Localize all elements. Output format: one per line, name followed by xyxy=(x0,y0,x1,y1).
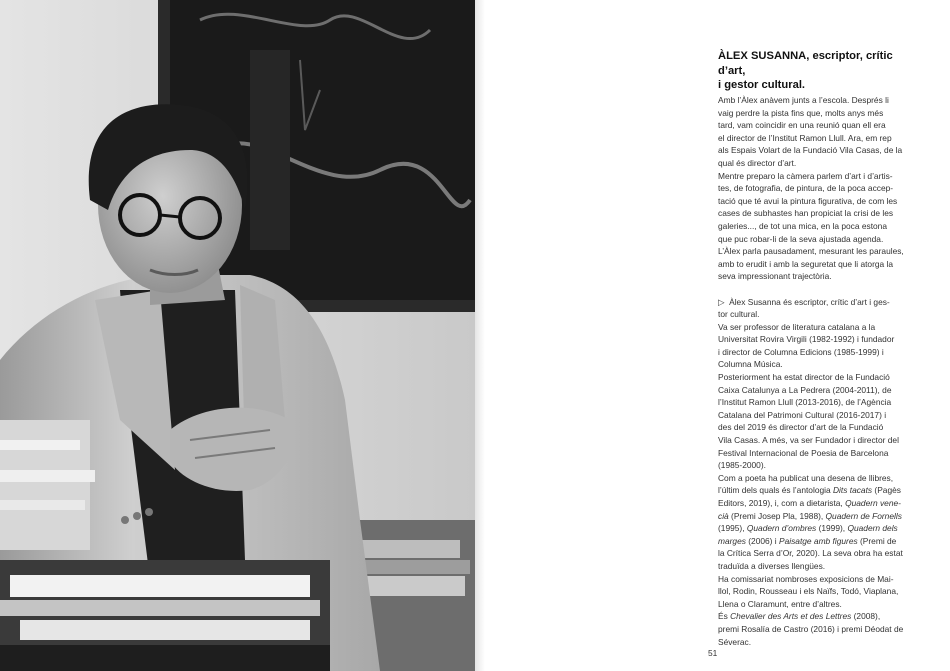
bio-line xyxy=(718,535,918,548)
text-run: (1995), xyxy=(718,523,747,534)
intro-line: Mentre preparo la càmera parlem d’art i d’artis- xyxy=(718,170,893,181)
intro-line: qual és director d’art. xyxy=(718,157,797,168)
text-run: (Pagès xyxy=(872,485,901,496)
page-number: 51 xyxy=(708,648,718,658)
bio-line: Vila Casas. A més, va ser Fundador i director del xyxy=(718,435,899,446)
book-title: Paisatge amb figures xyxy=(779,535,858,546)
book-title: marges xyxy=(718,535,746,546)
book-title: Quadern vene- xyxy=(845,498,901,508)
bio-line xyxy=(718,522,918,535)
bio-line: Festival Internacional de Poesia de Barcelona xyxy=(718,447,889,458)
bio-line xyxy=(718,510,918,523)
right-page xyxy=(475,0,950,671)
text-run: (1999), xyxy=(816,523,848,534)
bio-line: i director de Columna Edicions (1985-1999) i xyxy=(718,346,884,357)
text-run: (Premi Josep Pla, 1988), xyxy=(728,510,826,521)
intro-line: amb to erudit i amb la seguretat que li atorga la xyxy=(718,258,894,269)
article-body xyxy=(718,94,918,648)
intro-line: galeries..., de tot una mica, en la poca estona xyxy=(718,220,888,231)
bio-line: des del 2019 és director d’art de la Fundació xyxy=(718,422,884,433)
intro-line: cases de subhastes han propiciat la crisi de les xyxy=(718,208,894,219)
bio-line xyxy=(718,497,918,510)
intro-line: tes, de fotografia, de pintura, de la poca accep- xyxy=(718,183,894,194)
book-title: Quadern dels xyxy=(847,523,898,534)
bio-line: Llena o Claramunt, entre d’altres. xyxy=(718,598,842,609)
text-run: (2006) i xyxy=(745,535,779,546)
bio-line: l’Institut Ramon Llull (2013-2016), de l’Agència xyxy=(718,397,892,408)
bio-line: premi Rosalía de Castro (2016) i premi Déodat de xyxy=(718,623,904,634)
bio-line: Columna Música. xyxy=(718,359,783,370)
book-title: Quadern d’ombres xyxy=(746,523,817,534)
intro-line: L’Àlex parla pausadament, mesurant les paraules, xyxy=(718,246,904,257)
bio-line: Com a poeta ha publicat una desena de llibres, xyxy=(718,472,894,483)
page-gutter-shadow xyxy=(475,0,485,671)
text-run: (Premi de xyxy=(857,535,897,546)
intro-line: seva impressionant trajectòria. xyxy=(718,271,832,282)
bio-line: la Crítica Serra d’Or, 2020). La seva obra ha estat xyxy=(718,548,903,559)
article-title xyxy=(718,49,918,93)
bio-line: Va ser professor de literatura catalana a la xyxy=(718,321,876,332)
intro-line: als Espais Volart de la Fundació Vila Casas, de la xyxy=(718,145,903,156)
text-run: l’últim dels quals és l’antologia xyxy=(718,485,833,496)
bio-line xyxy=(718,610,918,623)
book-title: Quadern de Fornells xyxy=(825,510,902,521)
book-title: cià xyxy=(718,510,729,521)
intro-line: tard, vam coincidir en una reunió quan ell era xyxy=(718,120,886,131)
intro-line: el director de l’Institut Ramon Llull. Ara, em rep xyxy=(718,132,892,143)
intro-line: que puc robar-li de la seva ajustada agenda. xyxy=(718,233,884,244)
award-title: Chevalier des Arts et des Lettres xyxy=(730,611,852,622)
book-title: Dits tacats xyxy=(833,485,873,496)
bio-line xyxy=(718,484,918,497)
bio-line: Universitat Rovira Virgili (1982-1992) i fundador xyxy=(718,334,895,345)
title-line: ÀLEX SUSANNA, escriptor, crític d’art, xyxy=(718,50,893,77)
bio-line: Caixa Catalunya a La Pedrera (2004-2011), de xyxy=(718,384,892,395)
bio-line: Séverac. xyxy=(718,636,752,647)
text-run: És xyxy=(718,611,731,622)
bio-line: traduïda a diverses llengües. xyxy=(718,560,826,571)
bio-line: Catalana del Patrimoni Cultural (2016-2017) i xyxy=(718,409,887,420)
title-line: i gestor cultural. xyxy=(718,79,806,91)
intro-line: Amb l’Àlex anàvem junts a l’escola. Després li xyxy=(718,95,889,105)
bio-line: llol, Rodin, Rousseau i els Naïfs, Todó, Viaplana, xyxy=(718,586,899,597)
paragraph-gap xyxy=(718,283,918,296)
text-run: (2008), xyxy=(851,611,881,622)
bio-line: tor cultural. xyxy=(718,309,760,320)
intro-line: vaig perdre la pista fins que, molts anys més xyxy=(718,107,884,118)
bio-line: Posteriorment ha estat director de la Fundació xyxy=(718,372,890,383)
text-run: Editors, 2019), i, com a dietarista, xyxy=(718,498,846,508)
bio-line: (1985-2000). xyxy=(718,460,766,471)
triangle-marker-icon: ▷ xyxy=(718,296,725,307)
bio-line: Ha comissariat nombroses exposicions de Mai- xyxy=(718,573,894,584)
intro-line: tació que té avui la pintura figurativa, de com les xyxy=(718,195,898,206)
bio-first-text: Àlex Susanna és escriptor, crític d’art i ges- xyxy=(729,296,890,307)
bio-line xyxy=(718,296,918,309)
